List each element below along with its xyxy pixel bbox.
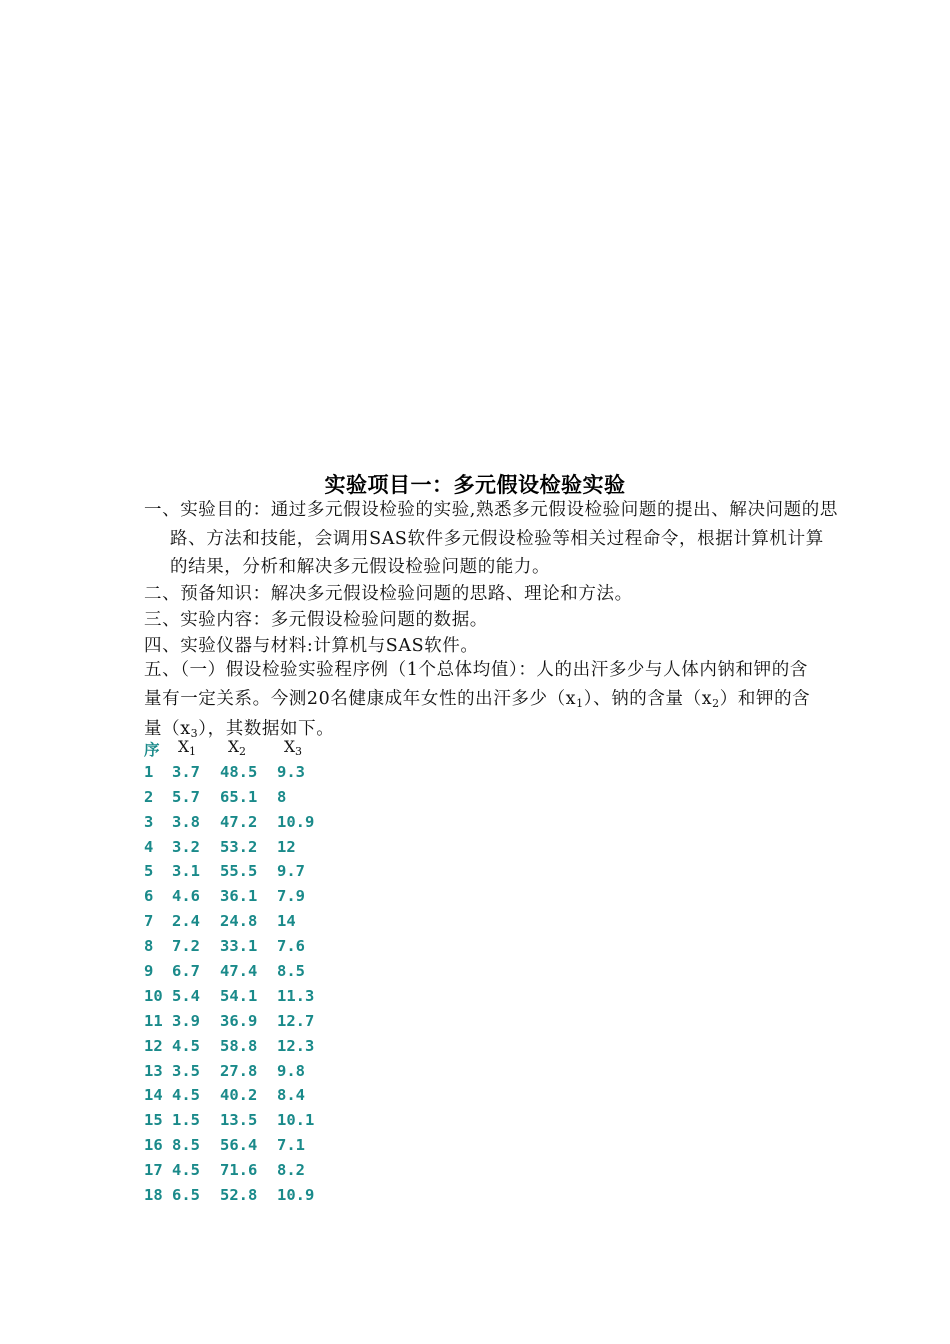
table-header-row xyxy=(144,738,303,763)
header-x2: $X_2$ xyxy=(228,738,247,758)
row-seq: 10 xyxy=(144,986,163,1005)
row-x1: 3.1 xyxy=(172,862,200,881)
row-seq: 8 xyxy=(144,937,154,956)
row-x1: 3.2 xyxy=(172,837,200,856)
row-seq: 13 xyxy=(144,1061,163,1080)
table-row xyxy=(144,1086,305,1111)
row-seq: 15 xyxy=(144,1111,163,1130)
row-seq: 11 xyxy=(144,1011,163,1030)
row-x1: 6.5 xyxy=(172,1186,200,1205)
row-x3: 11.3 xyxy=(277,986,315,1005)
header-x3: $X_3$ xyxy=(284,738,303,758)
row-x1: 5.7 xyxy=(172,787,200,806)
table-row xyxy=(144,862,305,887)
row-x3: 8 xyxy=(277,787,287,806)
row-seq: 3 xyxy=(144,812,154,831)
section-prerequisites: 二、预备知识：解决多元假设检验问题的思路、理论和方法。 xyxy=(144,584,633,604)
row-x1: 4.5 xyxy=(172,1086,200,1105)
data-table xyxy=(144,738,315,1211)
row-x3: 12 xyxy=(277,837,296,856)
row-x3: 7.9 xyxy=(277,887,305,906)
row-seq: 7 xyxy=(144,912,154,931)
row-x2: 24.8 xyxy=(220,912,258,931)
section-materials: 四、实验仪器与材料:计算机与SAS软件。 xyxy=(144,636,479,656)
row-x1: 1.5 xyxy=(172,1111,200,1130)
row-x3: 9.3 xyxy=(277,762,305,781)
row-x1: 6.7 xyxy=(172,962,200,981)
row-x1: 7.2 xyxy=(172,937,200,956)
row-x1: 5.4 xyxy=(172,986,200,1005)
row-seq: 9 xyxy=(144,962,154,981)
row-x2: 54.1 xyxy=(220,986,258,1005)
example-text-a: 五、（一）假设检验实验程序例（1个总体均值）：人的出汗多少与人体内钠和钾的含量有一定关系。今测20名健康成年女性的出汗多少（x xyxy=(144,660,808,709)
row-x3: 8.2 xyxy=(277,1161,305,1180)
table-row xyxy=(144,937,305,962)
row-x3: 7.1 xyxy=(277,1136,305,1155)
row-x2: 56.4 xyxy=(220,1136,258,1155)
row-seq: 6 xyxy=(144,887,154,906)
row-seq: 12 xyxy=(144,1036,163,1055)
row-x1: 4.5 xyxy=(172,1161,200,1180)
row-seq: 17 xyxy=(144,1161,163,1180)
table-row xyxy=(144,1186,315,1211)
row-x1: 3.9 xyxy=(172,1011,200,1030)
row-x1: 3.5 xyxy=(172,1061,200,1080)
row-x1: 8.5 xyxy=(172,1136,200,1155)
row-x3: 10.9 xyxy=(277,812,315,831)
table-row xyxy=(144,1061,305,1087)
row-seq: 4 xyxy=(144,837,154,856)
table-row xyxy=(144,962,305,987)
row-x3: 10.9 xyxy=(277,1186,315,1205)
table-row xyxy=(144,762,305,788)
document-title: 实验项目一：多元假设检验实验 xyxy=(324,473,626,497)
table-row xyxy=(144,837,296,863)
example-sub-1: 1 xyxy=(576,696,584,710)
row-x3: 9.7 xyxy=(277,862,305,881)
example-sub-3: 3 xyxy=(190,727,199,740)
row-x2: 47.4 xyxy=(220,962,258,981)
row-x2: 55.5 xyxy=(220,862,258,881)
row-x1: 4.6 xyxy=(172,887,200,906)
section-example xyxy=(144,656,814,746)
table-row xyxy=(144,986,315,1012)
row-x3: 8.4 xyxy=(277,1086,305,1105)
table-row xyxy=(144,1136,305,1161)
row-x2: 58.8 xyxy=(220,1036,258,1055)
row-seq: 5 xyxy=(144,862,154,881)
header-x1: $X_1$ xyxy=(178,738,197,758)
row-seq: 2 xyxy=(144,787,154,806)
table-row xyxy=(144,1036,315,1062)
row-x2: 53.2 xyxy=(220,837,258,856)
example-sub-2: 2 xyxy=(712,696,720,710)
example-text-b: ）、钠的含量（x xyxy=(583,688,713,709)
row-x1: 2.4 xyxy=(172,912,200,931)
row-x1: 4.5 xyxy=(172,1036,200,1055)
table-row xyxy=(144,812,315,838)
table-row xyxy=(144,787,287,813)
row-seq: 14 xyxy=(144,1086,163,1105)
row-x2: 71.6 xyxy=(220,1161,258,1180)
example-text-d: ），其数据如下。 xyxy=(198,719,335,739)
row-seq: 1 xyxy=(144,762,154,781)
row-x3: 14 xyxy=(277,912,296,931)
table-row xyxy=(144,1111,315,1136)
row-x3: 9.8 xyxy=(277,1061,305,1080)
row-x2: 13.5 xyxy=(220,1111,258,1130)
row-x3: 12.3 xyxy=(277,1036,315,1055)
row-seq: 16 xyxy=(144,1136,163,1155)
table-row xyxy=(144,1011,315,1037)
row-x2: 33.1 xyxy=(220,937,258,956)
section-content: 三、实验内容：多元假设检验问题的数据。 xyxy=(144,610,488,630)
row-x2: 40.2 xyxy=(220,1086,258,1105)
row-x2: 36.9 xyxy=(220,1011,258,1030)
row-x3: 10.1 xyxy=(277,1111,315,1130)
row-x3: 8.5 xyxy=(277,962,305,981)
row-x2: 65.1 xyxy=(220,787,258,806)
table-body xyxy=(144,762,315,1211)
table-row xyxy=(144,887,305,912)
section-purpose: 一、实验目的：通过多元假设检验的实验,熟悉多元假设检验问题的提出、解决问题的思路、方法和技能，会调用SAS软件多元假设检验等相关过程命令，根据计算机计算的结果，分析和解决多元假设检验问题的能力。 xyxy=(144,500,838,577)
table-row xyxy=(144,912,296,937)
row-x3: 7.6 xyxy=(277,937,305,956)
example-text-c: ）和钾的含量（x xyxy=(144,688,811,739)
row-x2: 52.8 xyxy=(220,1186,258,1205)
row-x2: 36.1 xyxy=(220,887,258,906)
row-x2: 48.5 xyxy=(220,762,258,781)
row-x2: 47.2 xyxy=(220,812,258,831)
row-x3: 12.7 xyxy=(277,1011,315,1030)
row-x1: 3.8 xyxy=(172,812,200,831)
row-x1: 3.7 xyxy=(172,762,200,781)
row-seq: 18 xyxy=(144,1186,163,1205)
table-row xyxy=(144,1161,305,1186)
header-seq: 序 xyxy=(144,741,160,759)
row-x2: 27.8 xyxy=(220,1061,258,1080)
